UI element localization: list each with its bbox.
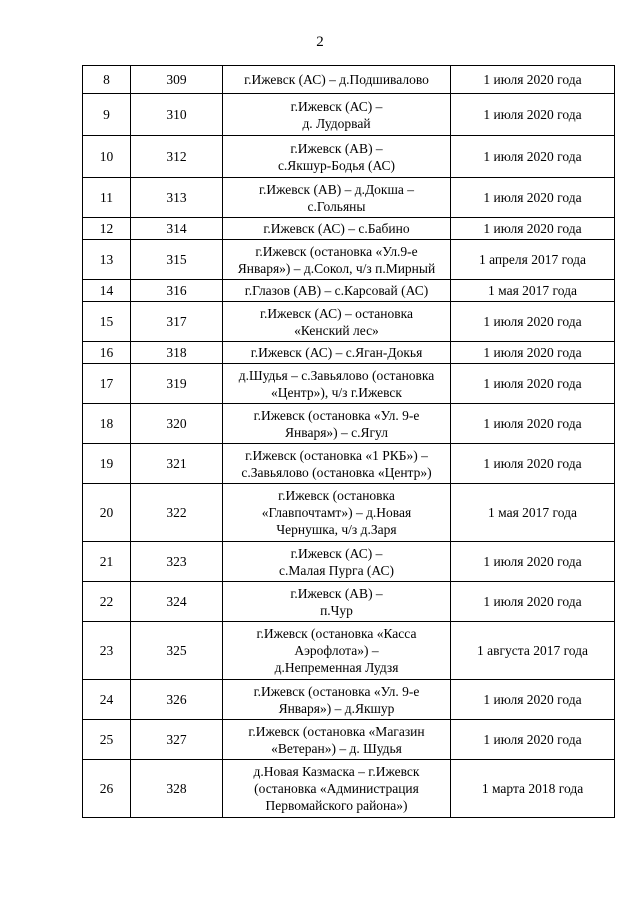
row-number-cell: 14 <box>83 280 131 302</box>
route-number-cell: 315 <box>131 240 223 280</box>
route-number-cell: 319 <box>131 364 223 404</box>
start-date-cell: 1 марта 2018 года <box>451 760 615 818</box>
route-name-cell: г.Ижевск (АС) – д. Лудорвай <box>223 94 451 136</box>
row-number-cell: 10 <box>83 136 131 178</box>
route-number-cell: 326 <box>131 680 223 720</box>
row-number-cell: 16 <box>83 342 131 364</box>
start-date-cell: 1 июля 2020 года <box>451 680 615 720</box>
route-name-cell: г.Ижевск (АС) – остановка «Кенский лес» <box>223 302 451 342</box>
route-name-cell: г.Ижевск (АВ) – д.Докша – с.Гольяны <box>223 178 451 218</box>
start-date-cell: 1 мая 2017 года <box>451 280 615 302</box>
start-date-cell: 1 июля 2020 года <box>451 542 615 582</box>
route-number-cell: 310 <box>131 94 223 136</box>
route-name-cell: г.Ижевск (АВ) – п.Чур <box>223 582 451 622</box>
table-row <box>83 484 615 542</box>
start-date-cell: 1 июля 2020 года <box>451 302 615 342</box>
row-number-cell: 22 <box>83 582 131 622</box>
route-number-cell: 325 <box>131 622 223 680</box>
start-date-cell: 1 августа 2017 года <box>451 622 615 680</box>
table-row <box>83 342 615 364</box>
start-date-cell: 1 июля 2020 года <box>451 364 615 404</box>
route-number-cell: 312 <box>131 136 223 178</box>
route-name-cell: г.Ижевск (остановка «1 РКБ») – с.Завьялово (остановка «Центр») <box>223 444 451 484</box>
route-number-cell: 314 <box>131 218 223 240</box>
table-row <box>83 760 615 818</box>
row-number-cell: 12 <box>83 218 131 240</box>
row-number-cell: 23 <box>83 622 131 680</box>
route-name-cell: г.Ижевск (остановка «Ул. 9-е Января») – с.Ягул <box>223 404 451 444</box>
route-number-cell: 322 <box>131 484 223 542</box>
route-name-cell: г.Ижевск (остановка «Главпочтамт») – д.Новая Чернушка, ч/з д.Заря <box>223 484 451 542</box>
route-name-cell: г.Ижевск (остановка «Ул. 9-е Января») – д.Якшур <box>223 680 451 720</box>
row-number-cell: 24 <box>83 680 131 720</box>
table-row <box>83 404 615 444</box>
table-row <box>83 178 615 218</box>
start-date-cell: 1 апреля 2017 года <box>451 240 615 280</box>
route-name-cell: г.Ижевск (АВ) – с.Якшур-Бодья (АС) <box>223 136 451 178</box>
table-row <box>83 94 615 136</box>
table-row <box>83 136 615 178</box>
route-name-cell: г.Ижевск (АС) – с.Бабино <box>223 218 451 240</box>
start-date-cell: 1 июля 2020 года <box>451 218 615 240</box>
route-number-cell: 320 <box>131 404 223 444</box>
route-number-cell: 313 <box>131 178 223 218</box>
routes-table <box>82 65 615 818</box>
route-name-cell: г.Ижевск (АС) – с.Малая Пурга (АС) <box>223 542 451 582</box>
route-number-cell: 324 <box>131 582 223 622</box>
route-name-cell: г.Ижевск (остановка «Касса Аэрофлота») – д.Непременная Лудзя <box>223 622 451 680</box>
row-number-cell: 13 <box>83 240 131 280</box>
route-name-cell: г.Глазов (АВ) – с.Карсовай (АС) <box>223 280 451 302</box>
table-row <box>83 240 615 280</box>
row-number-cell: 21 <box>83 542 131 582</box>
route-number-cell: 328 <box>131 760 223 818</box>
routes-table-body <box>83 66 615 818</box>
route-name-cell: г.Ижевск (остановка «Ул.9-е Января») – д.Сокол, ч/з п.Мирный <box>223 240 451 280</box>
route-number-cell: 323 <box>131 542 223 582</box>
start-date-cell: 1 июля 2020 года <box>451 404 615 444</box>
row-number-cell: 9 <box>83 94 131 136</box>
route-name-cell: д.Шудья – с.Завьялово (остановка «Центр»), ч/з г.Ижевск <box>223 364 451 404</box>
row-number-cell: 11 <box>83 178 131 218</box>
route-number-cell: 318 <box>131 342 223 364</box>
start-date-cell: 1 июля 2020 года <box>451 94 615 136</box>
route-name-cell: г.Ижевск (АС) – с.Яган-Докья <box>223 342 451 364</box>
route-name-cell: д.Новая Казмаска – г.Ижевск (остановка «Администрация Первомайского района») <box>223 760 451 818</box>
start-date-cell: 1 июля 2020 года <box>451 444 615 484</box>
start-date-cell: 1 июля 2020 года <box>451 136 615 178</box>
table-row <box>83 680 615 720</box>
table-row <box>83 280 615 302</box>
route-number-cell: 316 <box>131 280 223 302</box>
table-row <box>83 302 615 342</box>
route-number-cell: 309 <box>131 66 223 94</box>
table-row <box>83 720 615 760</box>
start-date-cell: 1 мая 2017 года <box>451 484 615 542</box>
row-number-cell: 15 <box>83 302 131 342</box>
row-number-cell: 20 <box>83 484 131 542</box>
row-number-cell: 8 <box>83 66 131 94</box>
start-date-cell: 1 июля 2020 года <box>451 178 615 218</box>
start-date-cell: 1 июля 2020 года <box>451 66 615 94</box>
row-number-cell: 26 <box>83 760 131 818</box>
table-row <box>83 444 615 484</box>
row-number-cell: 19 <box>83 444 131 484</box>
table-row <box>83 66 615 94</box>
route-number-cell: 317 <box>131 302 223 342</box>
table-row <box>83 582 615 622</box>
route-name-cell: г.Ижевск (остановка «Магазин «Ветеран») – д. Шудья <box>223 720 451 760</box>
row-number-cell: 25 <box>83 720 131 760</box>
route-number-cell: 327 <box>131 720 223 760</box>
row-number-cell: 18 <box>83 404 131 444</box>
table-row <box>83 364 615 404</box>
start-date-cell: 1 июля 2020 года <box>451 342 615 364</box>
table-row <box>83 622 615 680</box>
route-name-cell: г.Ижевск (АС) – д.Подшивалово <box>223 66 451 94</box>
row-number-cell: 17 <box>83 364 131 404</box>
page-number: 2 <box>316 34 324 50</box>
table-row <box>83 542 615 582</box>
start-date-cell: 1 июля 2020 года <box>451 720 615 760</box>
table-row <box>83 218 615 240</box>
route-number-cell: 321 <box>131 444 223 484</box>
start-date-cell: 1 июля 2020 года <box>451 582 615 622</box>
